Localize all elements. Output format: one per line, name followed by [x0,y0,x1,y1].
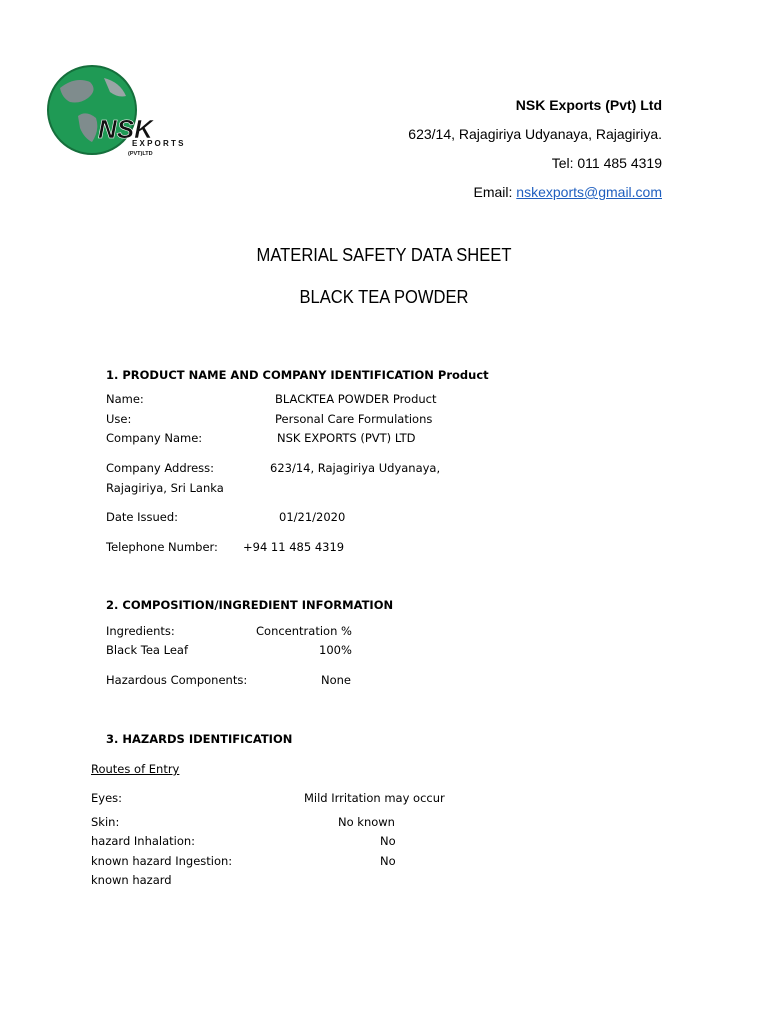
s1-label-use: Use: [106,412,132,426]
s2-value-concentration: Concentration % [256,624,352,638]
s1-value-phone: +94 11 485 4319 [243,540,345,554]
s2-label-ingredients: Ingredients: [106,624,175,638]
s1-label-address: Company Address: [106,461,215,475]
s3-label-inhalation: hazard Inhalation: [91,834,196,848]
s2-label-hazardous: Hazardous Components: [106,673,248,687]
section2-heading: 2. COMPOSITION/INGREDIENT INFORMATION [106,598,394,612]
s3-value-ingestion: No [380,854,396,868]
s1-value-use: Personal Care Formulations [275,412,433,426]
s2-value-blacktea: 100% [319,643,352,657]
s3-label-ingestion: known hazard Ingestion: [91,854,233,868]
company-address: 623/14, Rajagiriya Udyanaya, Rajagiriya. [408,126,662,142]
s1-label-phone: Telephone Number: [106,540,218,554]
logo-letters: NSK [98,114,153,144]
s1-value-name: BLACKTEA POWDER Product [275,392,437,406]
s3-value-eyes: Mild Irritation may occur [304,791,445,805]
nsk-logo [40,58,205,163]
page-subtitle: BLACK TEA POWDER [299,287,469,307]
company-tel: Tel: 011 485 4319 [551,155,662,171]
s3-routes-of-entry: Routes of Entry [91,762,180,776]
s3-value-skin: No known [338,815,395,829]
page-title: MATERIAL SAFETY DATA SHEET [256,245,512,265]
logo-pvtltd-text: (PVT)LTD [128,151,153,157]
email-link[interactable]: nskexports@gmail.com [516,184,662,200]
s1-label-name: Name: [106,392,144,406]
logo-exports-text: E X P O R T S [132,139,184,148]
s2-value-hazardous: None [321,673,352,687]
section1-heading: 1. PRODUCT NAME AND COMPANY IDENTIFICATION Product [106,368,489,382]
s1-value-address: 623/14, Rajagiriya Udyanaya, [270,461,441,475]
s3-value-inhalation: No [380,834,396,848]
s1-value-date: 01/21/2020 [279,510,346,524]
s1-value-company: NSK EXPORTS (PVT) LTD [277,431,416,445]
s2-label-blacktea: Black Tea Leaf [106,643,188,657]
email-label: Email: [473,184,517,200]
s3-label-eyes: Eyes: [91,791,123,805]
s1-address-cont: Rajagiriya, Sri Lanka [106,481,224,495]
company-email-line [474,184,663,200]
company-name: NSK Exports (Pvt) Ltd [515,97,662,113]
s3-label-known-hazard: known hazard [91,873,172,887]
s1-label-company: Company Name: [106,431,203,445]
s1-label-date: Date Issued: [106,510,179,524]
s3-label-skin: Skin: [91,815,120,829]
section3-heading: 3. HAZARDS IDENTIFICATION [106,732,293,746]
